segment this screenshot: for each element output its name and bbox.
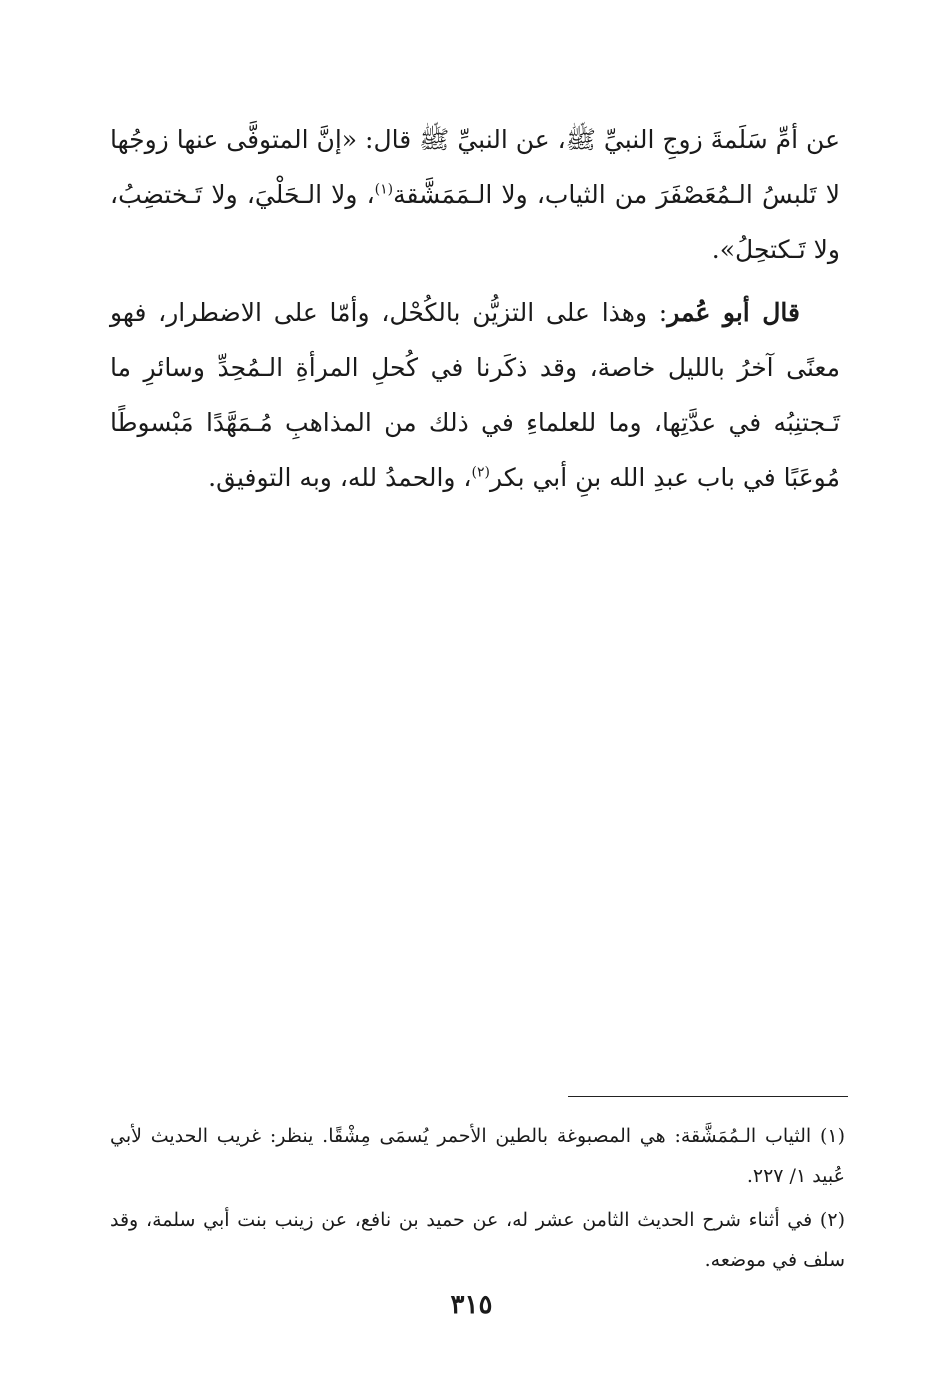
hadith-text-continued: ، ولا الـحَلْيَ، ولا تَـختضِبُ، ولا تَـكتحِلُ». — [110, 180, 840, 264]
footnotes — [110, 1116, 845, 1284]
footnote-2: (٢) في أثناء شرح الحديث الثامن عشر له، عن حميد بن نافع، عن زينب بنت أبي سلمة، وقد سلف في موضعه. — [110, 1209, 845, 1271]
main-text — [110, 112, 840, 513]
footnote-1: (١) الثياب الـمُمَشَّقة: هي المصبوغة بالطين الأحمر يُسمَى مِشْقًا. ينظر: غريب الحديث لأبي عُبيد ١/ ٢٢٧. — [110, 1125, 845, 1187]
commentary-text-continued: ، والحمدُ لله، وبه التوفيق. — [208, 463, 472, 492]
footnote-separator — [568, 1096, 848, 1097]
footnote-ref-1[interactable]: (١) — [374, 181, 394, 198]
hadith-text: عن أمِّ سَلَمةَ زوجِ النبيِّ ﷺ، عن النبيِّ ﷺ قال: «إنَّ المتوفَّى عنها زوجُها لا تَلبسُ الـمُعَصْفَرَ من الثياب، ولا الـمَمَشَّقة — [110, 125, 840, 209]
hadith-paragraph — [110, 112, 840, 277]
commentary-text: : وهذا على التزيُّن بالكُحْل، وأمّا على الاضطرار، فهو معنًى آخرُ بالليل خاصة، وقد ذكَرنا في كُحلِ المرأةِ الـمُحِدِّ وسائرِ ما تَـجتنِبُه في عدَّتِها، وما للعلماءِ في ذلك من المذاهبِ مُـمَهَّدًا مَبْسوطًا مُوعَبًا في باب عبدِ الله بنِ أبي بكر — [110, 298, 840, 492]
commentary-lead: قال أبو عُمر — [667, 298, 801, 327]
footnote-ref-2[interactable]: (٢) — [471, 464, 490, 481]
commentary-paragraph — [110, 285, 840, 505]
page-number: ٣١٥ — [450, 1290, 493, 1320]
